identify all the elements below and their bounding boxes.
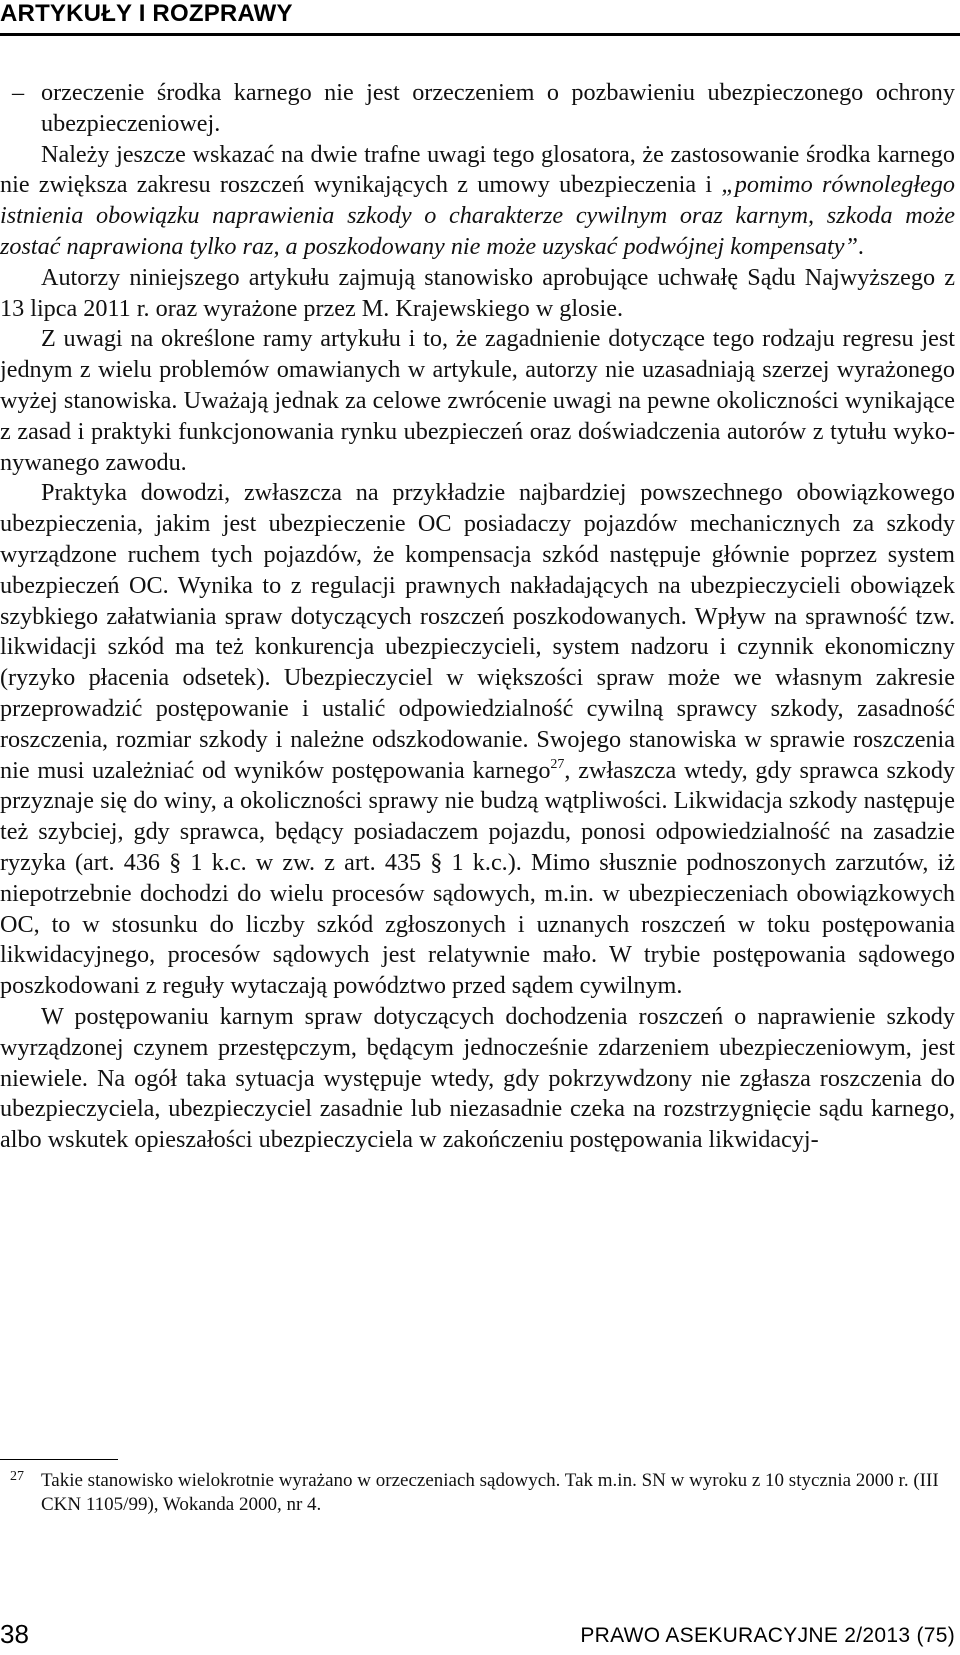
dash-list-item: [0, 78, 955, 140]
paragraph-2: Autorzy niniejszego artykułu zajmują stanowisko aprobujące uchwałę Sądu Najwyższego z 13 lipca 2011 r. oraz wyrażone przez M. Krajewskiego w glosie.: [0, 263, 955, 322]
footnote: [0, 1469, 955, 1517]
paragraph-5: W postępowaniu karnym spraw dotyczących dochodzenia roszczeń o naprawienie szkody wyrządzonej czynem przestępczym, będącym jednocześnie zdarzeniem ubezpieczeniowym, jest niewiele. Na ogół taka sytuacja występuje wtedy, gdy pokrzywdzony nie zgłasza roszczenia do ubezpieczyciela, ubezpieczyciel zasadnie lub niezasadnie czeka na rozstrzygnięcie sądu karnego, albo wskutek opieszałości ubezpieczyciela w zakończeniu postępowania likwidacyj-: [0, 1002, 955, 1154]
footnote-rule: [0, 1459, 118, 1460]
page-footer: [0, 1620, 960, 1650]
paragraph-1: [0, 140, 955, 263]
footnote-reference[interactable]: 27: [550, 756, 565, 772]
section-title: ARTYKUŁY I ROZPRAWY: [0, 0, 293, 27]
article-body: [0, 78, 955, 1156]
dash-mark: –: [12, 79, 25, 106]
paragraph-1-tail: .: [857, 232, 864, 260]
page-number: 38: [0, 1619, 29, 1649]
section-header: [0, 0, 960, 34]
journal-name: PRAWO ASEKURACYJNE 2/2013 (75): [580, 1624, 955, 1647]
paragraph-3: Z uwagi na określone ramy artykułu i to, że zagadnienie dotyczące tego rodzaju regresu jest jednym z wielu problemów omawianych w artykule, autorzy nie uzasadniają szerzej wyrażonego wyżej stanowiska. Uważają jednak za celowe zwrócenie uwagi na pewne okoliczności wynikające z zasad i praktyki funkcjonowania rynku ubezpieczeń oraz doświadczenia autorów z tytułu wykonywanego zawodu.: [0, 325, 955, 476]
paragraph-4: [0, 478, 955, 1002]
paragraph-1-lead: Należy jeszcze wskazać na dwie trafne uwagi tego glosatora, że zastosowanie środka karnego nie zwiększa zakresu roszczeń wynikających z umowy ubezpieczenia i: [0, 140, 955, 199]
footnote-number: 27: [10, 1469, 24, 1484]
footnote-text: Takie stanowisko wielokrotnie wyrażano w orzeczeniach sądowych. Tak m.in. SN w wyroku z 10 stycznia 2000 r. (III CKN 1105/99), Wokanda 2000, nr 4.: [41, 1470, 939, 1515]
dash-item-text: orzeczenie środka karnego nie jest orzeczeniem o pozbawieniu ubezpieczonego ochrony ubezpieczeniowej.: [41, 79, 955, 137]
paragraph-1-quote: „pomimo równoległego istnienia obowiązku naprawienia szkody o charakterze cywilnym oraz karnym, szkoda może zostać naprawiona tylko raz, a poszkodowany nie może uzyskać podwójnej kompensaty”: [0, 171, 955, 260]
paragraph-4-before: Praktyka dowodzi, zwłaszcza na przykładzie najbardziej powszechnego obowiązkowego ubezpieczenia, jakim jest ubezpieczenie OC posiadaczy pojazdów mechanicznych za szkody wyrządzone ruchem tych pojazdów, że kompensacja szkód następuje głównie poprzez system ubezpieczeń OC. Wynika to z regulacji prawnych nakładających na ubezpieczycieli obowiązek szybkiego załatwiania spraw dotyczących roszczeń poszkodowanych. Wpływ na sprawność tzw. likwidacji szkód ma też konkurencja ubezpieczycieli, system nadzoru i czynnik ekonomiczny (ryzyko płacenia odsetek). Ubezpieczyciel w większości spraw może we własnym zakresie przeprowadzić postępowanie i ustalić odpowiedzialność cywilną sprawcy szkody, zasadność roszczenia, rozmiar szkody i należne odszkodowanie. Swojego stanowiska w sprawie roszczenia nie musi uzależniać od wyników postępowania karnego: [0, 479, 955, 784]
header-rule: [0, 33, 960, 36]
paragraph-4-after: , zwłaszcza wtedy, gdy sprawca szkody przyznaje się do winy, a okoliczności sprawy nie budzą wątpliwości. Likwidacja szkody następuje też szybciej, gdy sprawca, będący posiadaczem pojazdu, ponosi odpowiedzialność na zasadzie ryzyka (art. 436 § 1 k.c. w zw. z art. 435 § 1 k.c.). Mimo słusznie podnoszonych zarzutów, iż niepotrzebnie dochodzi do wielu procesów sądowych, m.in. w ubezpieczeniach obowiązkowych OC, to w stosunku do liczby szkód zgłoszonych i uznanych roszczeń w toku postępowania likwidacyjnego, procesów sądowych jest relatywnie mało. W trybie postępowania sądowego poszkodowani z reguły wytaczają powództwo przed sądem cywilnym.: [0, 756, 956, 1000]
